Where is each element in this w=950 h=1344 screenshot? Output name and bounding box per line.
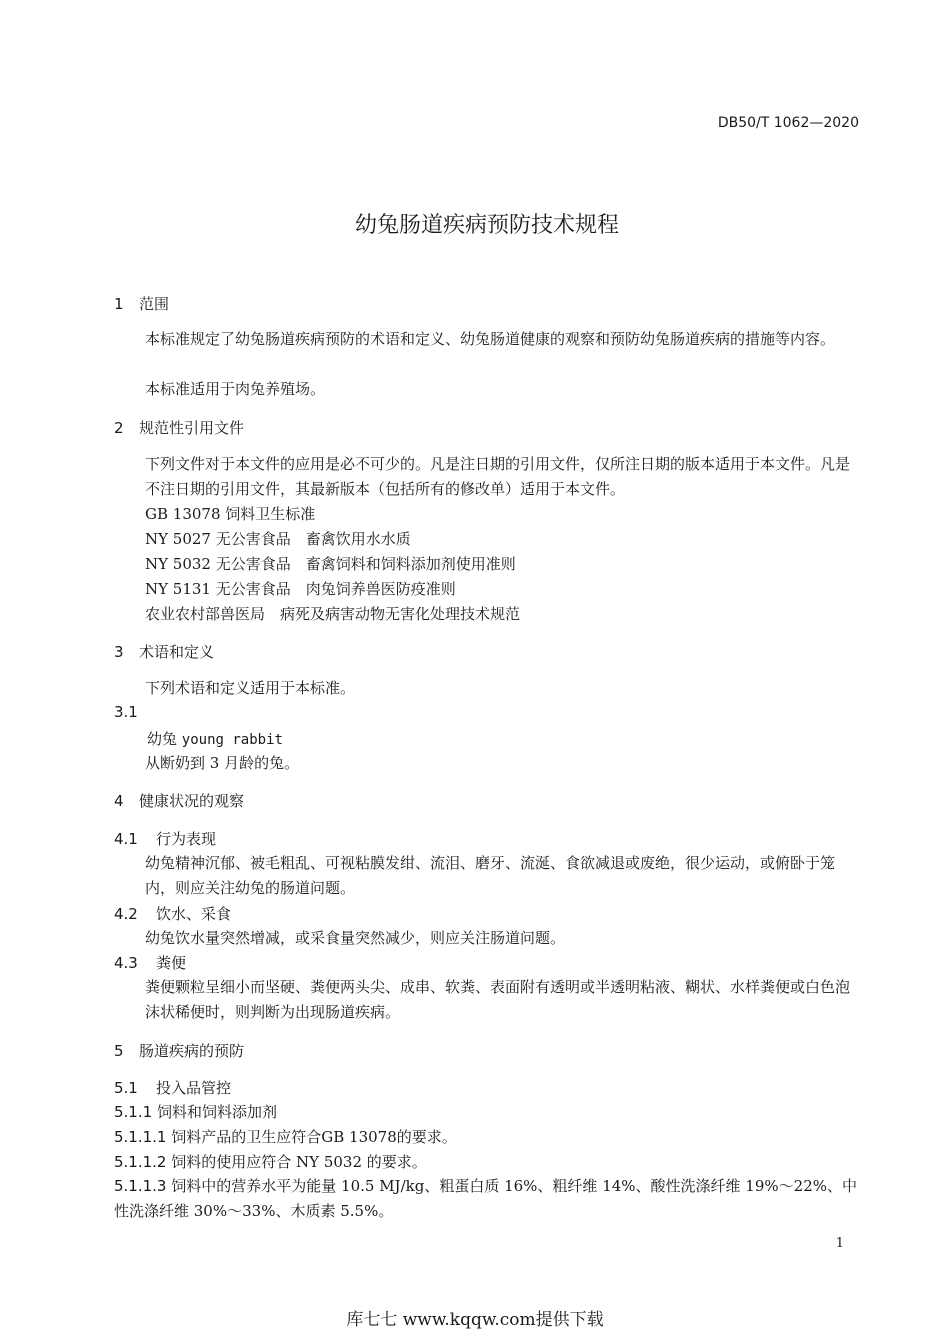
clause-4-3-paragraph — [114, 975, 859, 1025]
section-title: 规范性引用文件 — [139, 419, 245, 437]
download-footer: 库七七 www.kqqw.com提供下载 — [346, 1310, 604, 1330]
section-1-paragraph-2: 本标准适用于肉兔养殖场。 — [145, 380, 326, 398]
section-1-paragraph-1 — [114, 327, 859, 352]
clause-4-1-heading — [114, 828, 216, 849]
clause-5-1-heading — [114, 1077, 231, 1098]
clause-number: 5.1.1.3 — [114, 1177, 167, 1195]
section-4-heading — [114, 790, 244, 811]
clause-title: 粪便 — [156, 954, 187, 972]
clause-title: 投入品管控 — [156, 1079, 232, 1097]
clause-5-1-1-heading — [114, 1101, 277, 1122]
term-number: 3.1 — [114, 703, 138, 721]
standard-code: DB50/T 1062—2020 — [717, 115, 859, 131]
clause-number: 4.3 — [114, 954, 138, 972]
clause-number: 4.2 — [114, 905, 138, 923]
section-number: 2 — [114, 419, 124, 437]
paragraph-text: 下列文件对于本文件的应用是必不可少的。凡是注日期的引用文件，仅所注日期的版本适用于本文件。凡是不注日期的引用文件，其最新版本（包括所有的修改单）适用于本文件。 — [145, 455, 851, 498]
clause-number: 4.1 — [114, 830, 138, 848]
term-definition: 从断奶到 3 月龄的兔。 — [145, 754, 300, 772]
reference-item: GB 13078 饲料卫生标准 — [145, 505, 316, 523]
paragraph-text: 本标准规定了幼兔肠道疾病预防的术语和定义、幼兔肠道健康的观察和预防幼兔肠道疾病的措施等内容。 — [145, 330, 836, 348]
clause-title: 行为表现 — [156, 830, 217, 848]
clause-title: 饮水、采食 — [156, 905, 232, 923]
section-title: 范围 — [139, 295, 170, 313]
clause-4-3-heading — [114, 952, 186, 973]
clause-5-1-1-3 — [114, 1174, 862, 1224]
clause-number: 5.1.1 — [114, 1103, 153, 1121]
clause-5-1-1-1 — [114, 1126, 457, 1147]
page-number: 1 — [835, 1236, 844, 1251]
reference-item: NY 5032 无公害食品 畜禽饲料和饲料添加剂使用准则 — [145, 555, 516, 573]
term-entry — [147, 728, 283, 749]
clause-number: 5.1.1.1 — [114, 1128, 167, 1146]
section-number: 3 — [114, 643, 124, 661]
document-title: 幼兔肠道疾病预防技术规程 — [354, 213, 619, 238]
section-5-heading — [114, 1040, 244, 1061]
reference-item: NY 5027 无公害食品 畜禽饮用水水质 — [145, 530, 411, 548]
clause-text: 饲料中的营养水平为能量 10.5 MJ/kg、粗蛋白质 16%、粗纤维 14%、酸性洗涤纤维 19%～22%、中性洗涤纤维 30%～33%、木质素 5.5%。 — [114, 1177, 857, 1220]
clause-text: 饲料产品的卫生应符合GB 13078的要求。 — [171, 1128, 457, 1146]
section-2-paragraph-1 — [114, 452, 859, 502]
term-chinese: 幼兔 — [147, 730, 178, 748]
section-title: 肠道疾病的预防 — [139, 1042, 245, 1060]
clause-4-2-paragraph: 幼兔饮水量突然增减，或采食量突然减少，则应关注肠道问题。 — [145, 929, 566, 947]
section-number: 4 — [114, 792, 124, 810]
section-1-heading — [114, 293, 169, 314]
section-number: 1 — [114, 295, 124, 313]
clause-5-1-1-2 — [114, 1151, 427, 1172]
section-3-heading — [114, 641, 214, 662]
section-title: 术语和定义 — [139, 643, 215, 661]
clause-number: 5.1 — [114, 1079, 138, 1097]
term-english: young rabbit — [181, 732, 283, 748]
clause-4-2-heading — [114, 903, 231, 924]
section-3-paragraph-1: 下列术语和定义适用于本标准。 — [145, 679, 356, 697]
reference-item: NY 5131 无公害食品 肉兔饲养兽医防疫准则 — [145, 580, 456, 598]
paragraph-text: 幼兔精神沉郁、被毛粗乱、可视粘膜发绀、流泪、磨牙、流涎、食欲减退或废绝，很少运动，或俯卧于笼内，则应关注幼兔的肠道问题。 — [145, 854, 836, 897]
section-number: 5 — [114, 1042, 124, 1060]
clause-text: 饲料的使用应符合 NY 5032 的要求。 — [171, 1153, 427, 1171]
paragraph-text: 粪便颗粒呈细小而坚硬、粪便两头尖、成串、软粪、表面附有透明或半透明粘液、糊状、水样粪便或白色泡沫状稀便时，则判断为出现肠道疾病。 — [145, 978, 851, 1021]
section-2-heading — [114, 417, 244, 438]
reference-item: 农业农村部兽医局 病死及病害动物无害化处理技术规范 — [145, 605, 521, 623]
clause-number: 5.1.1.2 — [114, 1153, 167, 1171]
section-title: 健康状况的观察 — [139, 792, 245, 810]
clause-4-1-paragraph — [114, 851, 859, 901]
clause-title: 饲料和饲料添加剂 — [156, 1103, 277, 1121]
